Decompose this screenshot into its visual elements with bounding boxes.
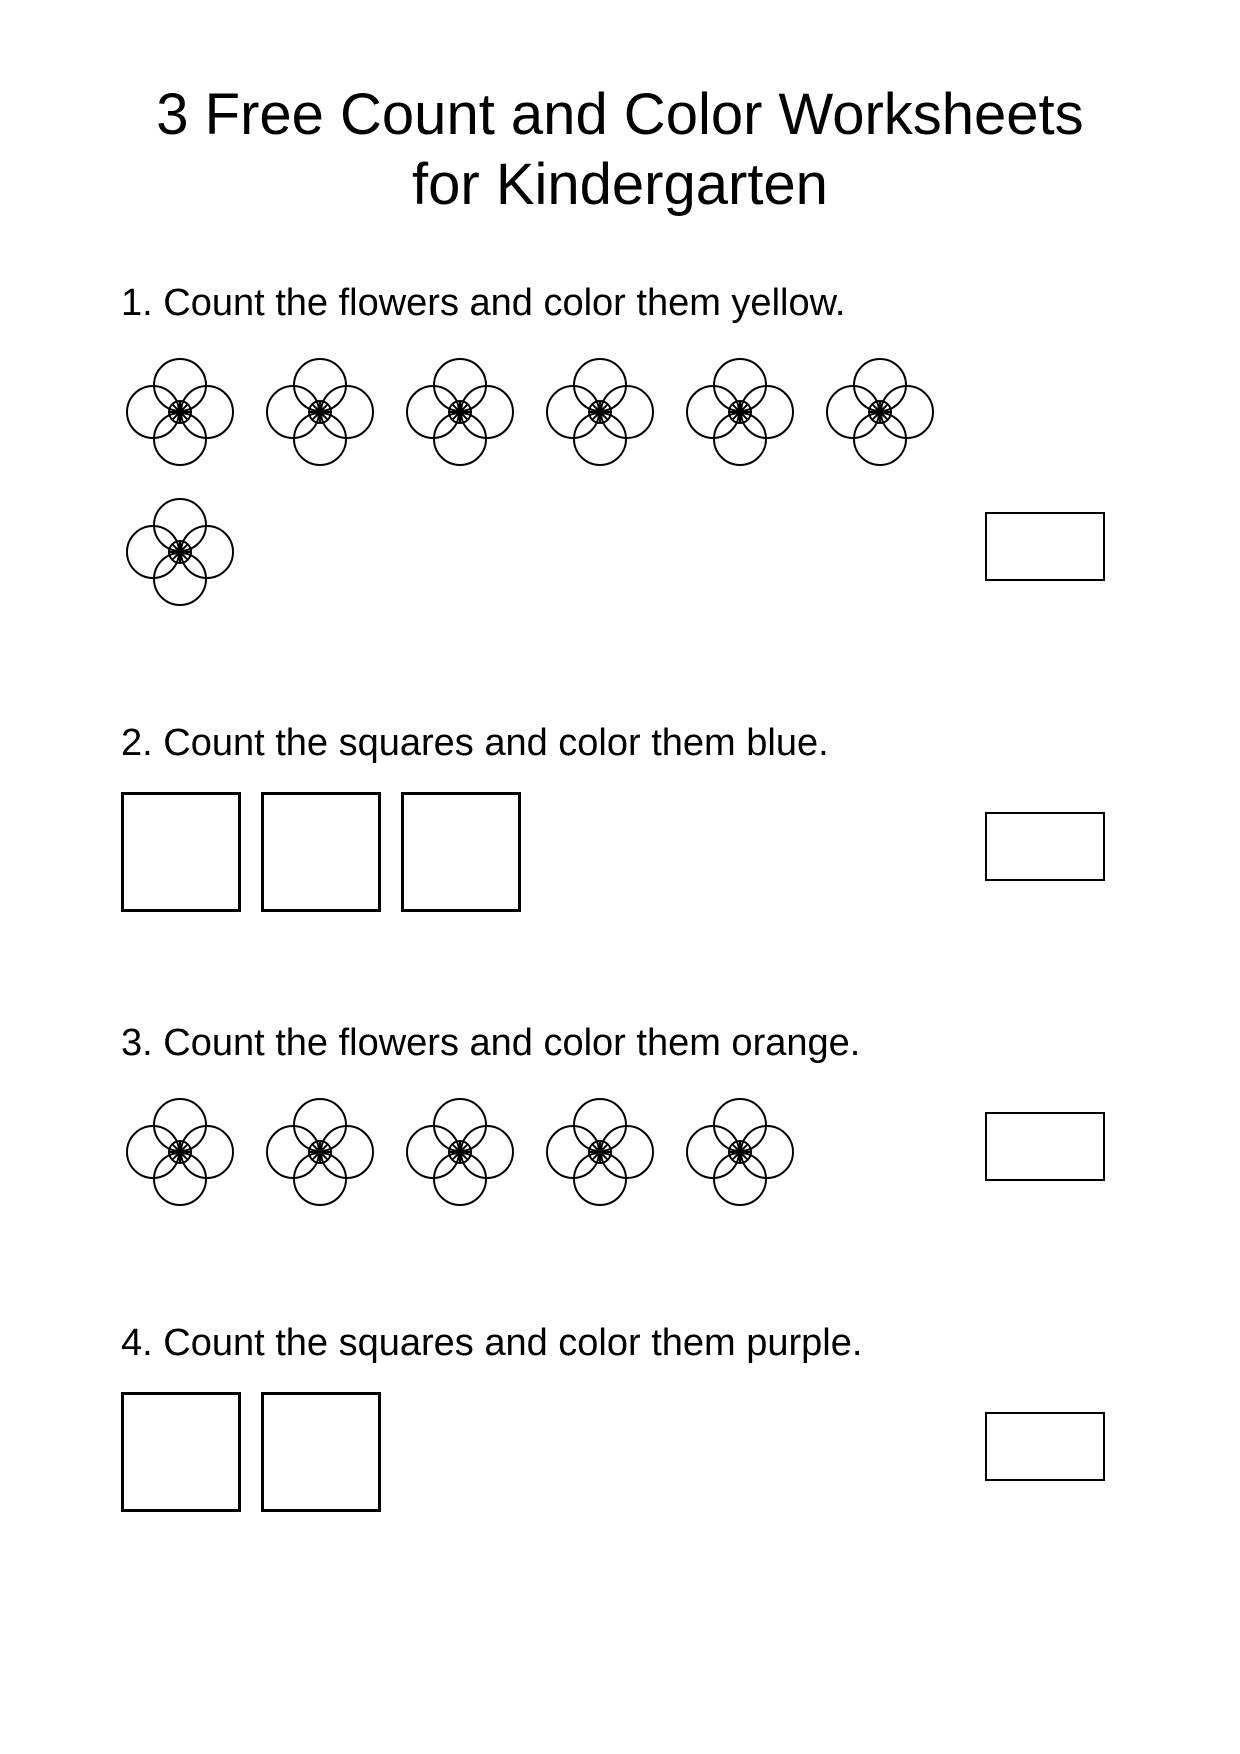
exercise-4-instruction: 4. Count the squares and color them purple. — [121, 1322, 863, 1364]
exercise-1-instruction: 1. Count the flowers and color them yellow. — [121, 282, 846, 324]
worksheet-title-line-1: 3 Free Count and Color Worksheets — [156, 82, 1084, 147]
flower-icon — [545, 357, 655, 467]
flower-icon — [685, 1097, 795, 1207]
flower-icon — [545, 1097, 655, 1207]
square-shape — [121, 792, 241, 912]
flower-icon — [405, 1097, 515, 1207]
flower-icon — [405, 357, 515, 467]
flower-icon — [125, 357, 235, 467]
square-shape — [261, 1392, 381, 1512]
exercise-2-instruction: 2. Count the squares and color them blue. — [121, 722, 829, 764]
flower-icon — [265, 357, 375, 467]
square-shape — [261, 792, 381, 912]
flower-icon — [825, 357, 935, 467]
exercise-3-instruction: 3. Count the flowers and color them orange. — [121, 1022, 861, 1064]
exercise-1-answer-box[interactable] — [985, 512, 1105, 581]
flower-icon — [125, 497, 235, 607]
flower-icon — [125, 1097, 235, 1207]
flower-icon — [265, 1097, 375, 1207]
flower-icon — [685, 357, 795, 467]
exercise-4-answer-box[interactable] — [985, 1412, 1105, 1481]
worksheet-title-line-2: for Kindergarten — [412, 152, 828, 217]
square-shape — [121, 1392, 241, 1512]
exercise-3-answer-box[interactable] — [985, 1112, 1105, 1181]
exercise-2-answer-box[interactable] — [985, 812, 1105, 881]
square-shape — [401, 792, 521, 912]
